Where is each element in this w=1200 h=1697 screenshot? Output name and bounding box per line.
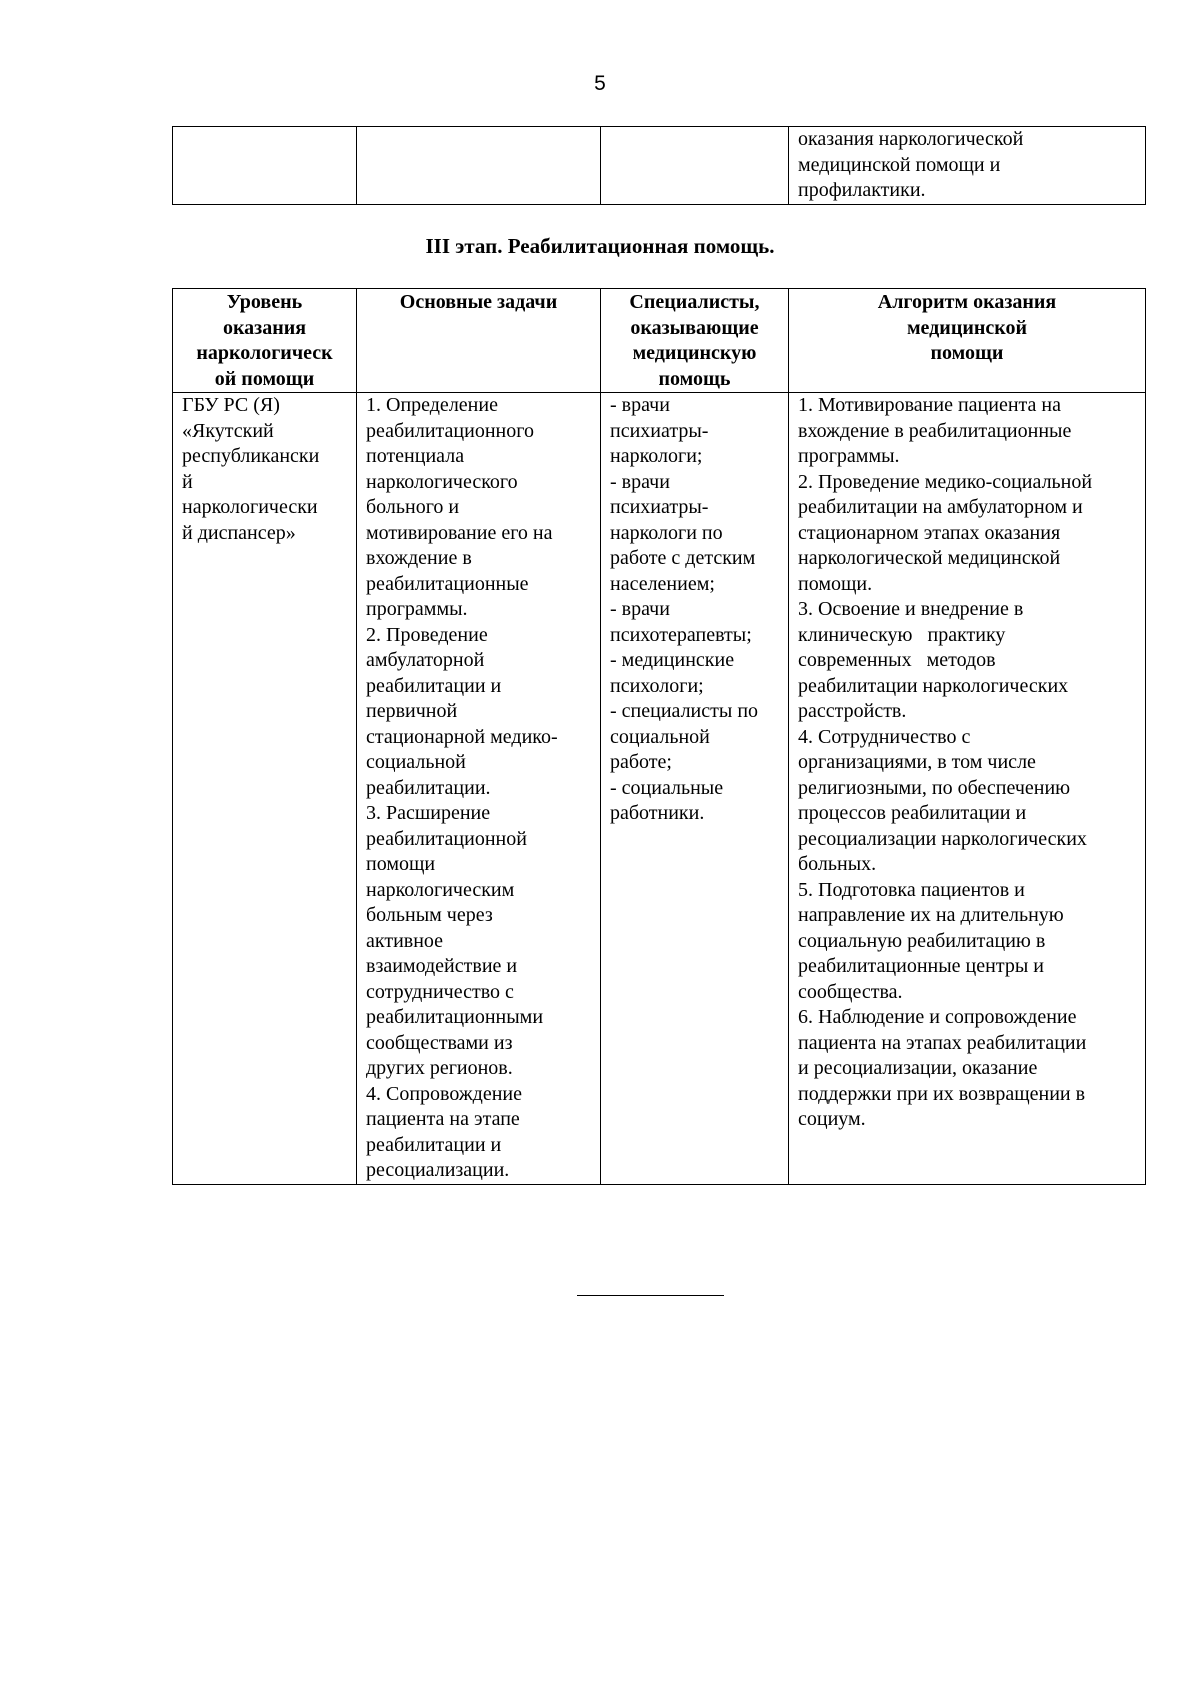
text-line: помощи. [798,572,873,595]
text-line: других регионов. [366,1057,513,1079]
text-line: наркологи; [610,445,703,467]
text-line: программы. [798,445,900,467]
text-line: наркологической медицинской [798,547,1061,569]
text-line: стационарном этапах оказания [798,521,1061,544]
text-line: социальную реабилитацию в [798,929,1046,952]
text-line: направление их на длительную [798,904,1064,926]
text-line: ой помощи [214,367,315,390]
page-number: 5 [594,72,606,95]
text-line: республикански [182,445,320,467]
text-line: Уровень [226,291,303,313]
text-line: сообществами из [366,1031,513,1054]
column-header-tasks [357,289,601,393]
text-line: реабилитации наркологических [798,674,1069,697]
column-header-specialists [601,289,789,393]
text-line: Алгоритм оказания [877,291,1057,313]
text-line: расстройств. [798,700,907,722]
cell-algorithm [789,393,1146,1185]
text-line: потенциала [366,445,465,467]
column-header-algorithm [789,289,1146,393]
text-line: больного и [366,496,460,518]
text-line: социальной [610,725,710,748]
text-line: работе; [610,751,672,773]
text-line: ресоциализации. [366,1159,510,1181]
text-line: программы. [366,598,468,620]
text-line: организациями, в том числе [798,751,1036,773]
text-line: религиозными, по обеспечению [798,776,1071,799]
table-cell [601,127,789,205]
end-rule [577,1295,724,1296]
text-line: сообщества. [798,980,903,1003]
text-line: помощи [366,853,436,875]
continuation-table [172,126,1146,205]
text-line: - врачи [610,598,670,620]
text-line: 1. Определение [366,394,498,416]
column-header-level [173,289,357,393]
text-line: помощи [930,342,1004,364]
text-line: пациента на этапах реабилитации [798,1031,1087,1054]
text-line: стационарной медико- [366,725,558,748]
text-line: 3. Освоение и внедрение в [798,598,1024,620]
text-line: - врачи [610,394,670,416]
text-line: реабилитационные центры и [798,955,1044,977]
text-line: социальной [366,751,466,773]
text-line: реабилитационные [366,572,529,595]
text-line: клиническую практику [798,623,1006,646]
text-line: медицинской помощи и [798,153,1001,176]
text-line: реабилитационной [366,827,527,850]
text-line: современных методов [798,649,996,671]
text-line: 6. Наблюдение и сопровождение [798,1006,1077,1028]
text-line: 4. Сотрудничество с [798,725,971,748]
text-line: й диспансер» [182,521,296,544]
text-line: реабилитационного [366,419,534,442]
text-line: 2. Проведение [366,623,488,646]
text-line: работе с детским [610,547,756,569]
text-line: пациента на этапе [366,1108,520,1130]
text-line: реабилитации и [366,674,502,697]
text-line: й [182,470,193,493]
text-line: медицинскую [632,342,757,364]
text-line: 3. Расширение [366,802,491,824]
text-line: реабилитационными [366,1006,544,1028]
text-line: - социальные [610,776,724,799]
text-line: наркологического [366,470,518,493]
section-heading: III этап. Реабилитационная помощь. [425,234,775,258]
text-line: психотерапевты; [610,623,752,646]
text-line: психиатры- [610,419,709,442]
table-header-row [173,289,1146,393]
text-line: ГБУ РС (Я) [182,394,280,416]
text-line: вхождение в [366,547,472,569]
text-line: оказания наркологической [798,128,1024,150]
table-row [173,393,1146,1185]
text-line: вхождение в реабилитационные [798,419,1072,442]
text-line: взаимодействие и [366,955,518,977]
text-line: 4. Сопровождение [366,1082,523,1105]
text-line: наркологическ [196,342,333,364]
text-line: работники. [610,802,705,824]
text-line: оказывающие [630,316,759,339]
table-cell [789,127,1146,205]
text-line: - медицинские [610,649,735,671]
text-line: амбулаторной [366,649,485,671]
table-row [173,127,1146,205]
text-line: реабилитации и [366,1133,502,1156]
text-line: «Якутский [182,419,274,442]
text-line: - специалисты по [610,700,759,722]
text-line: помощь [658,367,731,390]
text-line: Основные задачи [399,291,558,313]
text-line: 1. Мотивирование пациента на [798,394,1061,416]
text-line: 5. Подготовка пациентов и [798,878,1025,901]
text-line: и ресоциализации, оказание [798,1057,1038,1079]
text-line: активное [366,929,444,952]
text-line: Специалисты, [629,291,760,313]
text-line: наркологическим [366,878,515,901]
text-line: наркологически [182,496,318,518]
cell-level [173,393,357,1185]
text-line: поддержки при их возвращении в [798,1082,1086,1105]
text-line: психологи; [610,674,704,697]
text-line: оказания [222,316,307,339]
text-line: сотрудничество с [366,980,514,1003]
text-line: наркологи по [610,521,723,544]
text-line: медицинской [906,316,1028,339]
cell-specialists [601,393,789,1185]
text-line: процессов реабилитации и [798,802,1027,824]
text-line: психиатры- [610,496,709,518]
cell-tasks [357,393,601,1185]
text-line: реабилитации на амбулаторном и [798,496,1083,518]
text-line: - врачи [610,470,670,493]
text-line: больных. [798,853,877,875]
text-line: больным через [366,904,493,926]
rehabilitation-table [172,288,1146,1185]
text-line: первичной [366,700,458,722]
text-line: мотивирование его на [366,521,553,544]
text-line: реабилитации. [366,776,491,799]
text-line: 2. Проведение медико-социальной [798,470,1093,493]
table-cell [357,127,601,205]
text-line: профилактики. [798,179,926,201]
text-line: ресоциализации наркологических [798,827,1087,850]
text-line: социум. [798,1108,866,1130]
text-line: населением; [610,572,715,595]
table-cell [173,127,357,205]
